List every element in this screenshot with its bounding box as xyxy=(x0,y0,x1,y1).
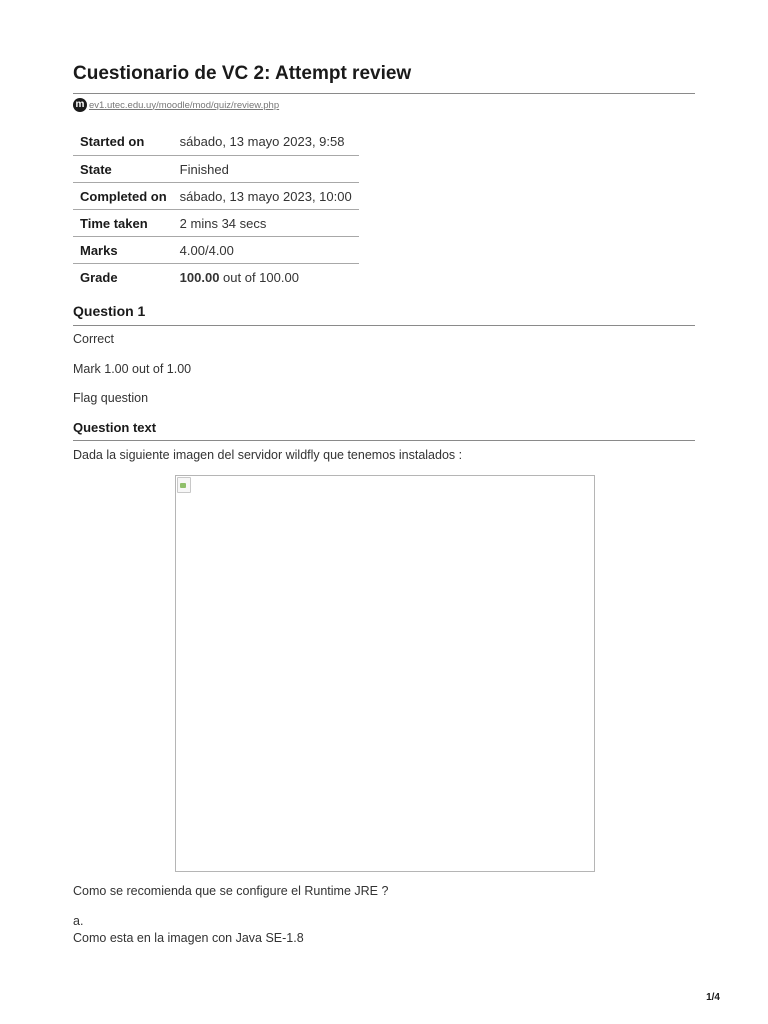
table-row xyxy=(73,128,359,156)
question-text-divider xyxy=(73,440,695,441)
completed-on-value: sábado, 13 mayo 2023, 10:00 xyxy=(174,183,359,210)
time-taken-label: Time taken xyxy=(73,210,174,237)
table-row xyxy=(73,156,359,183)
question-heading: Question 1 xyxy=(73,303,146,319)
grade-label: Grade xyxy=(80,269,118,285)
moodle-logo-icon: m xyxy=(73,98,87,112)
question-mark: Mark 1.00 out of 1.00 xyxy=(73,362,192,376)
grade-out-of: out of 100.00 xyxy=(219,269,299,285)
grade-score: 100.00 xyxy=(179,269,220,285)
page-title: Cuestionario de VC 2: Attempt review xyxy=(73,63,412,84)
completed-on-label: Completed on xyxy=(73,183,174,210)
broken-image-icon xyxy=(177,477,191,493)
state-value: Finished xyxy=(174,156,359,183)
attempt-summary-table xyxy=(73,128,359,290)
table-row xyxy=(73,264,359,291)
option-a-letter[interactable]: a. xyxy=(73,914,84,928)
question-status: Correct xyxy=(73,332,114,346)
question-intro: Dada la siguiente imagen del servidor wildfly que tenemos instalados : xyxy=(73,448,463,462)
question-text-heading: Question text xyxy=(73,420,157,435)
table-row xyxy=(73,183,359,210)
time-taken-value: 2 mins 34 secs xyxy=(174,210,359,237)
title-divider xyxy=(73,93,695,94)
state-label: State xyxy=(73,156,174,183)
started-on-label: Started on xyxy=(73,128,174,156)
marks-value: 4.00/4.00 xyxy=(174,237,359,264)
server-screenshot-image xyxy=(175,475,595,872)
question-prompt: Como se recomienda que se configure el Runtime JRE ? xyxy=(73,884,389,898)
page-number: 1/4 xyxy=(706,992,720,1003)
flag-question-link[interactable]: Flag question xyxy=(73,391,149,405)
question-divider xyxy=(73,325,695,326)
table-row xyxy=(73,210,359,237)
grade-value xyxy=(174,264,359,291)
source-url[interactable]: ev1.utec.edu.uy/moodle/mod/quiz/review.php xyxy=(89,99,280,111)
started-on-value: sábado, 13 mayo 2023, 9:58 xyxy=(174,128,359,156)
marks-label: Marks xyxy=(73,237,174,264)
option-a-text[interactable]: Como esta en la imagen con Java SE-1.8 xyxy=(73,931,304,945)
table-row xyxy=(73,237,359,264)
source-link[interactable] xyxy=(73,97,279,113)
